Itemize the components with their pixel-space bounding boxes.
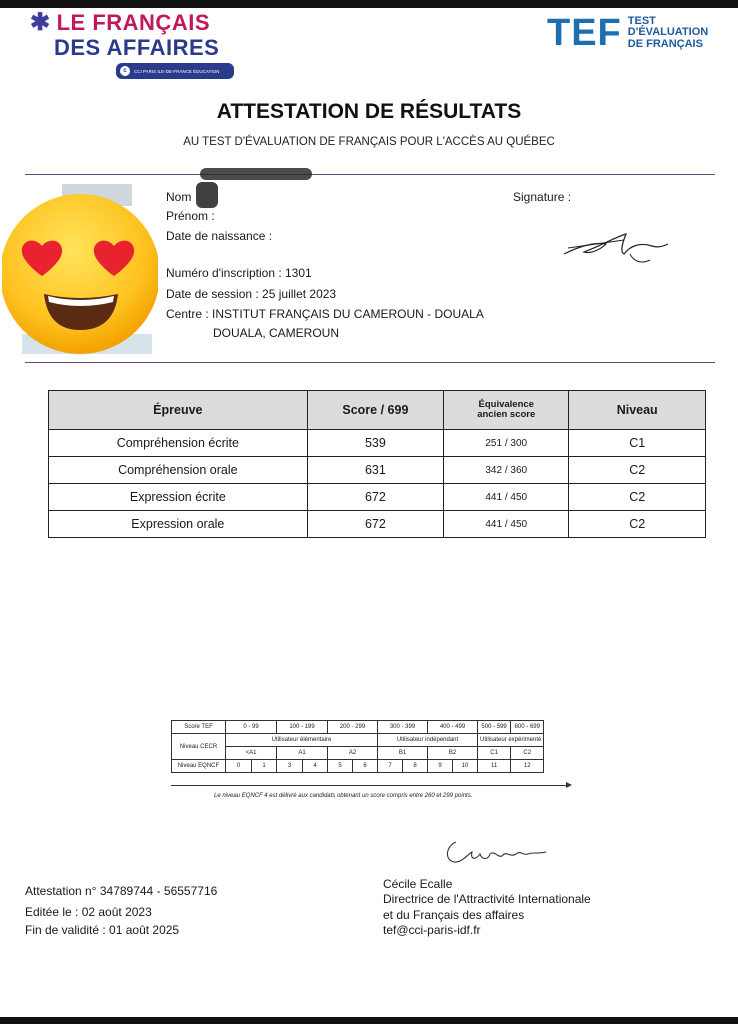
editee-date: Editée le : 02 août 2023 <box>25 905 152 919</box>
equivalence-cell: 251 / 300 <box>444 430 569 457</box>
date-naissance-label: Date de naissance : <box>166 229 273 243</box>
results-table <box>48 390 706 538</box>
cci-badge: c CCI PARIS ILE-DE-FRANCE ÉDUCATION <box>116 63 234 79</box>
divider-top <box>25 174 715 175</box>
document-title: ATTESTATION DE RÉSULTATS <box>216 100 522 123</box>
director-title-2: et du Français des affaires <box>383 908 525 922</box>
table-row <box>49 511 706 538</box>
candidate-signature-icon <box>560 224 670 270</box>
validity-date: Fin de validité : 01 août 2025 <box>25 923 180 937</box>
le-francais-des-affaires-logo: ✱ LE FRANÇAIS DES AFFAIRES c CCI PARIS ILE-DE-FRANCE ÉDUCATION <box>30 10 234 79</box>
equivalence-cell: 342 / 360 <box>444 457 569 484</box>
asterisk-icon: ✱ <box>30 9 51 36</box>
table-row <box>49 484 706 511</box>
results-header-row <box>49 391 706 430</box>
heart-eyes-emoji-icon <box>2 184 158 356</box>
table-row <box>49 457 706 484</box>
epreuve-cell: Compréhension écrite <box>49 430 308 457</box>
prenom-label: Prénom : <box>166 209 215 223</box>
header-epreuve: Épreuve <box>49 391 308 430</box>
header-score: Score / 699 <box>307 391 443 430</box>
niveau-cell: C1 <box>569 430 706 457</box>
niveau-cell: C2 <box>569 511 706 538</box>
equivalence-cell: 441 / 450 <box>444 511 569 538</box>
centre-city: DOUALA, CAMEROUN <box>213 326 340 340</box>
scale-note: Le niveau EQNCF 4 est délivré aux candidats obtenant un score compris entre 260 et 299 points. <box>214 793 473 799</box>
header-niveau: Niveau <box>569 391 706 430</box>
equivalence-cell: 441 / 450 <box>444 484 569 511</box>
scale-eqncf-row: Niveau EQNCF 0 1 3 4 5 6 7 8 9 10 11 12 <box>172 760 544 773</box>
level-scale-table <box>171 720 544 773</box>
epreuve-cell: Compréhension orale <box>49 457 308 484</box>
score-cell: 539 <box>307 430 443 457</box>
document-subtitle: AU TEST D'ÉVALUATION DE FRANÇAIS POUR L'ACCÈS AU QUÉBEC <box>183 136 555 148</box>
bottom-border <box>0 1017 738 1024</box>
centre: Centre : INSTITUT FRANÇAIS DU CAMEROUN - DOUALA <box>166 307 484 321</box>
director-title-1: Directrice de l'Attractivité Internationale <box>383 892 591 906</box>
signature-label: Signature : <box>513 190 572 204</box>
cci-icon: c <box>120 66 130 76</box>
arrow-right-icon <box>566 782 572 788</box>
numero-inscription: Numéro d'inscription : 1301 <box>166 266 312 280</box>
table-row <box>49 430 706 457</box>
score-cell: 672 <box>307 511 443 538</box>
redaction-bar <box>200 168 312 180</box>
director-name: Cécile Ecalle <box>383 877 453 891</box>
date-session: Date de session : 25 juillet 2023 <box>166 287 337 301</box>
nom-label: Nom <box>166 190 192 204</box>
scale-cecr-row: <A1 A1 A2 B1 B2 C1 C2 <box>172 747 544 760</box>
scale-score-row: Score TEF 0 - 99 100 - 199 200 - 299 300 - 399 400 - 499 500 - 599 600 - 699 <box>172 721 544 734</box>
attestation-number: Attestation n° 34789744 - 56557716 <box>25 884 218 898</box>
score-cell: 631 <box>307 457 443 484</box>
header-equivalence: Équivalence ancien score <box>444 391 569 430</box>
divider-bottom <box>25 362 715 363</box>
epreuve-cell: Expression écrite <box>49 484 308 511</box>
director-signature-icon <box>442 836 552 870</box>
scale-arrow <box>171 785 568 786</box>
redaction-bar <box>196 182 218 208</box>
niveau-cell: C2 <box>569 484 706 511</box>
tef-logo: TEF TEST D'ÉVALUATION DE FRANÇAIS <box>547 12 709 54</box>
score-cell: 672 <box>307 484 443 511</box>
contact-email[interactable]: tef@cci-paris-idf.fr <box>383 923 481 937</box>
epreuve-cell: Expression orale <box>49 511 308 538</box>
top-border <box>0 0 738 8</box>
scale-group-row: Niveau CECR Utilisateur élémentaire Utilisateur indépendant Utilisateur expérimenté <box>172 734 544 747</box>
niveau-cell: C2 <box>569 457 706 484</box>
